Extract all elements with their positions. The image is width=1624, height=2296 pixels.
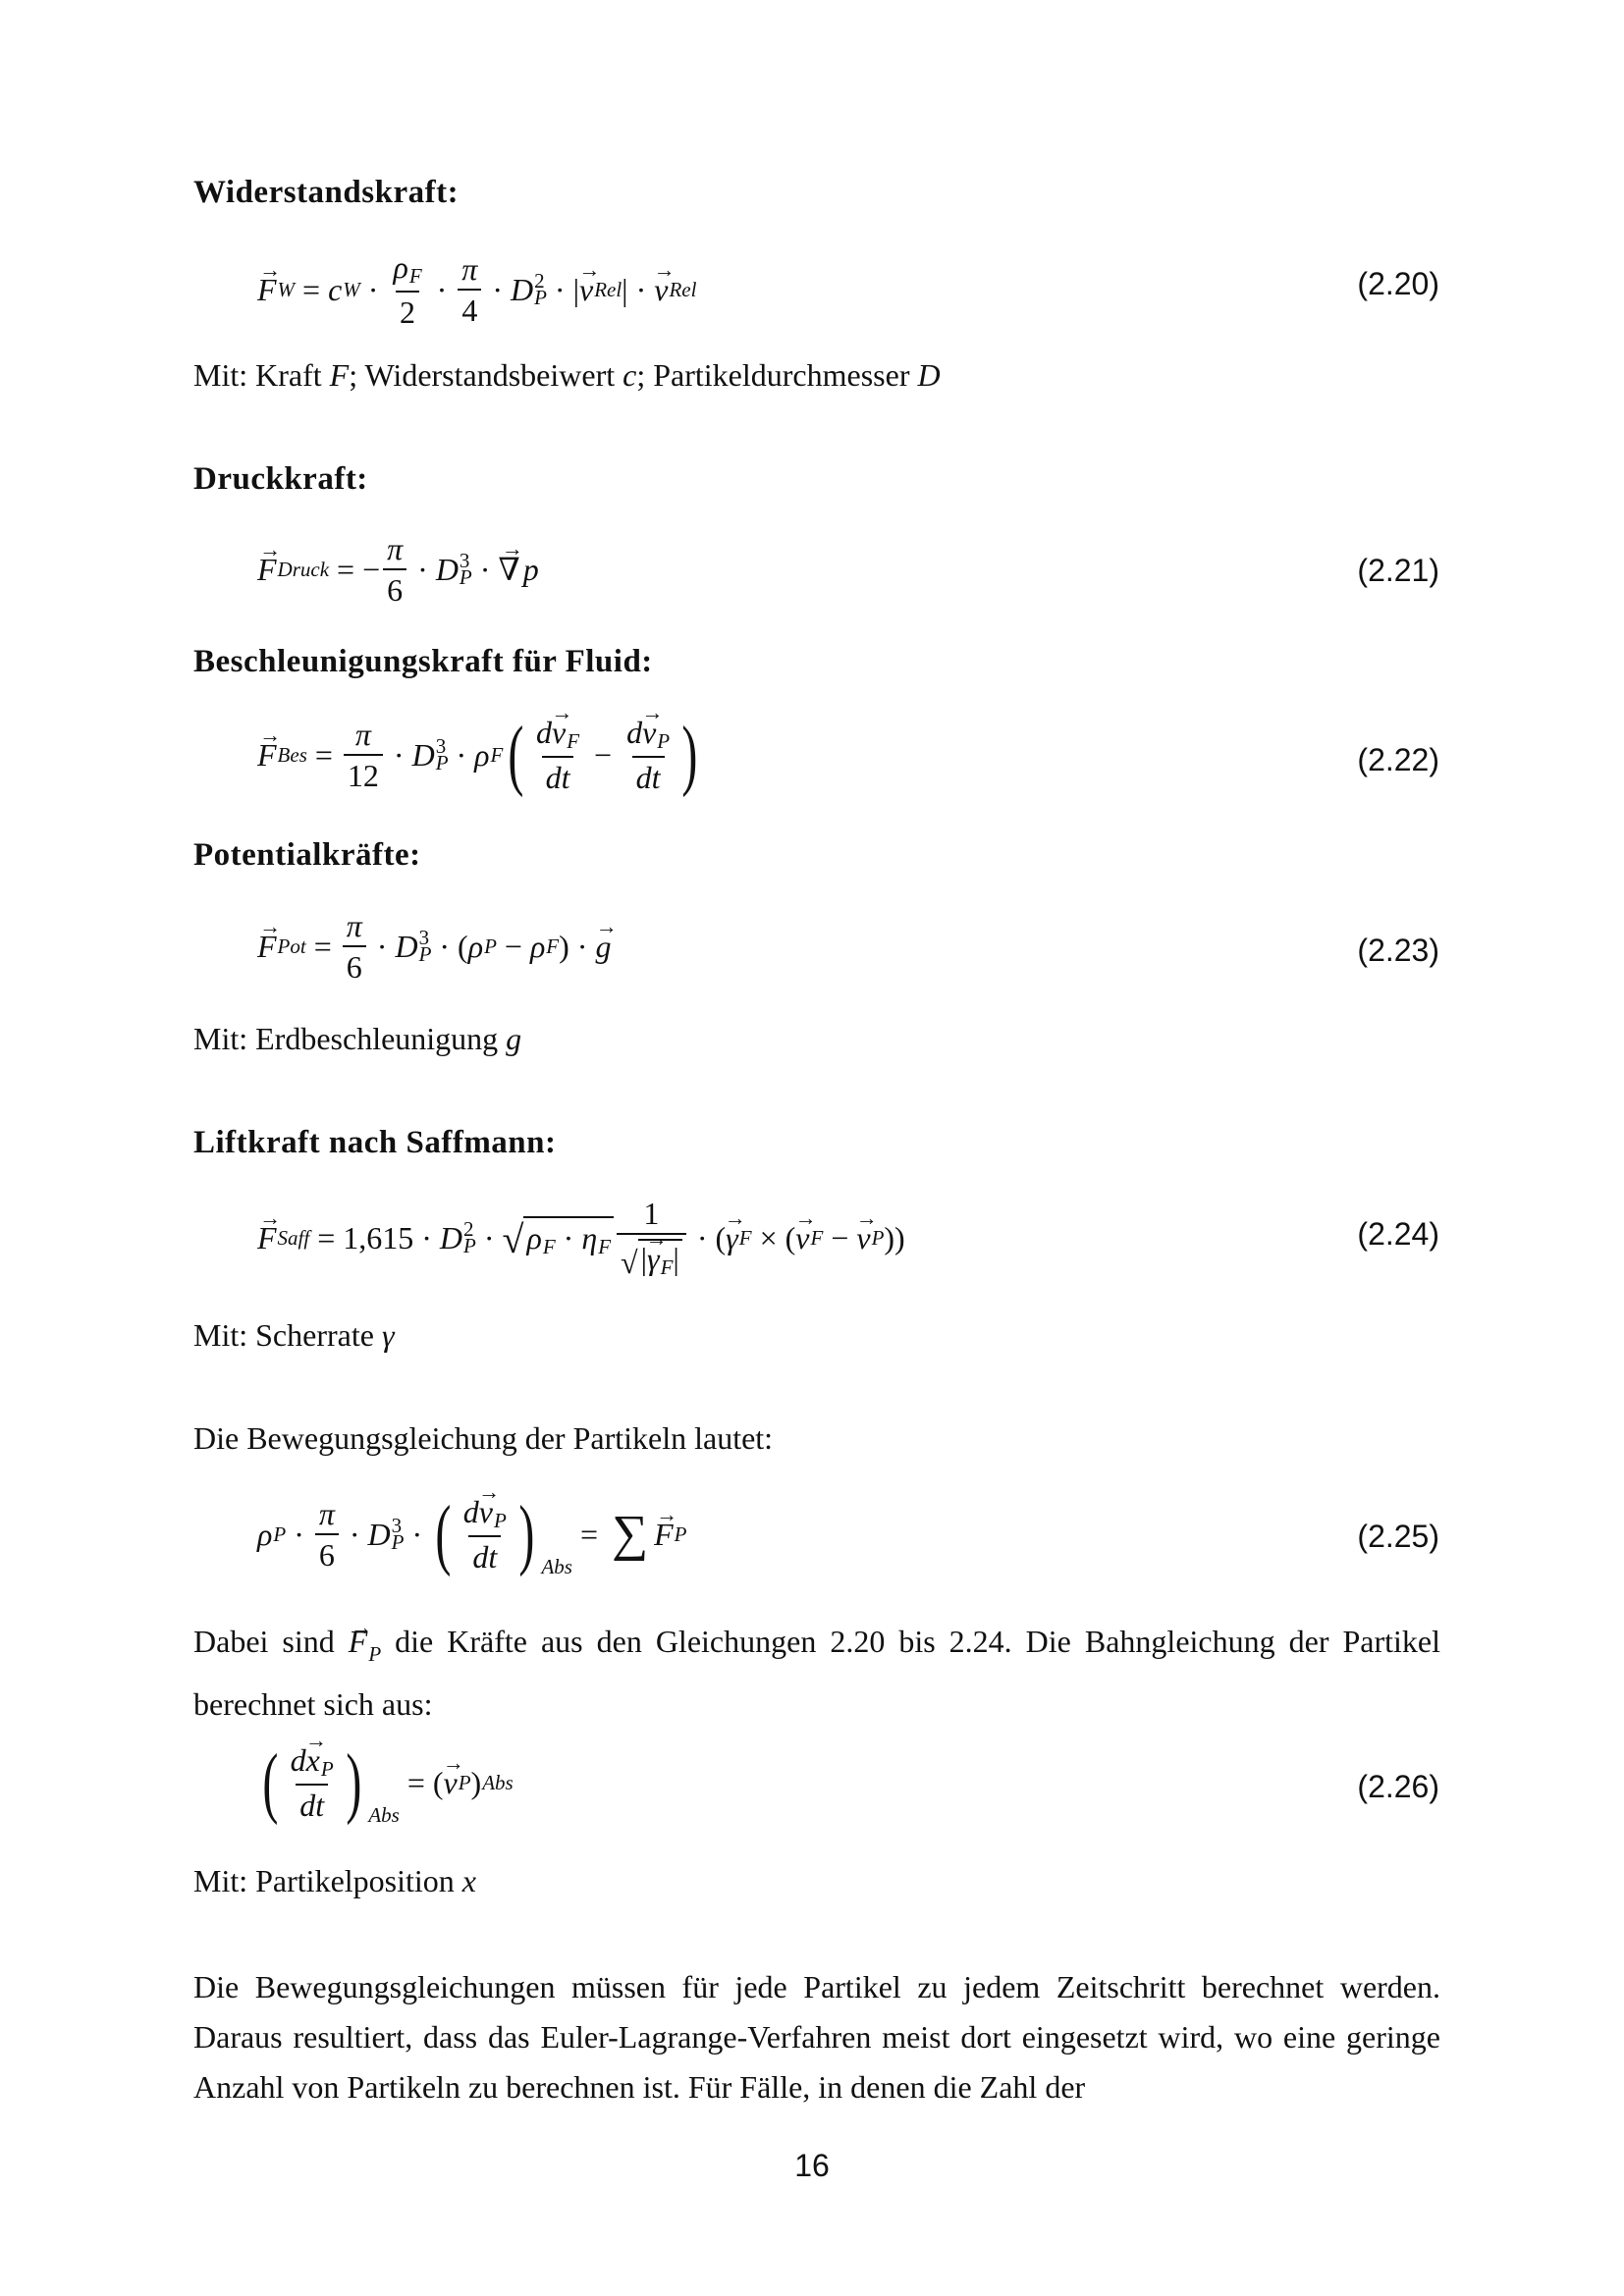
equation-2-26: ( $\frac{d\to x_P}{dt}$ ) Abs = ( → v P ) Abs: [257, 1743, 514, 1822]
paragraph-dabei-part1: Dabei sind: [193, 1624, 349, 1659]
symbol-g: g: [506, 1021, 522, 1056]
page-number: 16: [794, 2148, 830, 2183]
equation-number-2-25: (2.25): [1357, 1519, 1439, 1554]
equation-number-2-22: (2.22): [1357, 742, 1439, 777]
equation-2-21: → F Druck = − $\frac{\pi}{6}$ · D 3 P · → ∇ p: [257, 533, 539, 606]
heading-potentialkraefte: Potentialkräfte:: [193, 837, 421, 873]
equation-number-2-21: (2.21): [1357, 553, 1439, 588]
paragraph-final: Die Bewegungsgleichungen müssen für jede Partikel zu jedem Zeitschritt berechnet werden. Daraus resultiert, dass das Euler-Lagrange-Verfahren meist dort eingesetzt wird, wo eine geringe Anzahl von Partikeln zu berechnen ist. Für Fälle, in denen die Zahl der: [193, 1969, 1440, 2105]
symbol-x: x: [461, 1863, 476, 1898]
heading-widerstandskraft: Widerstandskraft:: [193, 175, 460, 210]
note-widerstand-prefix: Mit: Kraft: [193, 357, 330, 393]
note-widerstand-mid2: ; Partikeldurchmesser: [636, 357, 918, 393]
heading-liftkraft: Liftkraft nach Saffmann:: [193, 1125, 557, 1160]
equation-2-24: → F Saff = 1,615 · D 2 P · √ $\rho_F \cdot \eta_F$ 1 √ |→ $\gamma_F|$ · ( → γ F × ( → v F − → v P )): [257, 1198, 905, 1278]
note-widerstand-mid1: ; Widerstandsbeiwert: [349, 357, 623, 393]
note-potential: [193, 1021, 521, 1057]
symbol-D: D: [917, 357, 941, 393]
equation-2-25: ρ P · $\frac{\pi}{6}$ · D 3 P · ( $\frac{d\to v_P}{dt}$ ) Abs = ∑ → F P: [257, 1495, 686, 1574]
equation-number-2-23: (2.23): [1357, 933, 1439, 968]
heading-beschleunigungskraft: Beschleunigungskraft für Fluid:: [193, 644, 653, 679]
symbol-F: F: [329, 357, 350, 393]
paragraph-dabei-part2: die Kräfte aus den Gleichungen 2.20 bis 2.24. Die Bahngleichung der Partikel berechnet sich aus:: [193, 1624, 1441, 1722]
note-widerstand: [193, 357, 941, 394]
symbol-gamma: γ: [381, 1317, 395, 1353]
note-lift: [193, 1317, 395, 1354]
equation-number-2-24: (2.24): [1357, 1216, 1439, 1252]
paragraph-dabei: Dabei $\sin d \to F_P$ die Kräfte aus den Gleichungen 2.20 bis 2.24. Die Bahngleichung der Partikel berechnet sich aus:: [193, 1617, 1440, 1730]
note-lift-prefix: Mit: Scherrate: [193, 1317, 382, 1353]
heading-druckkraft: Druckkraft:: [193, 461, 368, 497]
bewegung-intro: Die Bewegungsgleichung der Partikeln lautet:: [193, 1420, 774, 1456]
note-position-prefix: Mit: Partikelposition: [193, 1863, 462, 1898]
equation-2-23: → F Pot = $\frac{\pi}{6}$ · D 3 P · ( ρ P − ρ F ) · → g: [257, 910, 611, 983]
symbol-c: c: [623, 357, 637, 393]
equation-number-2-26: (2.26): [1357, 1769, 1439, 1804]
equation-2-22: → F Bes = $\frac{\pi}{12}$ · D 3 P · ρ F ( $\frac{d\to v_F}{dt}$ − $\frac{d\to v_P}{dt}$ ): [257, 716, 703, 794]
saffman-coefficient: 1,615: [343, 1219, 414, 1255]
equation-number-2-20: (2.20): [1357, 266, 1439, 301]
equation-2-20: → F W = c W · $\frac{\rho_F}{2}$ · $\frac{\pi}{4}$ · D 2 P · | → v Rel | · → v Rel: [257, 251, 696, 328]
note-potential-prefix: Mit: Erdbeschleunigung: [193, 1021, 507, 1056]
note-position: [193, 1863, 476, 1899]
